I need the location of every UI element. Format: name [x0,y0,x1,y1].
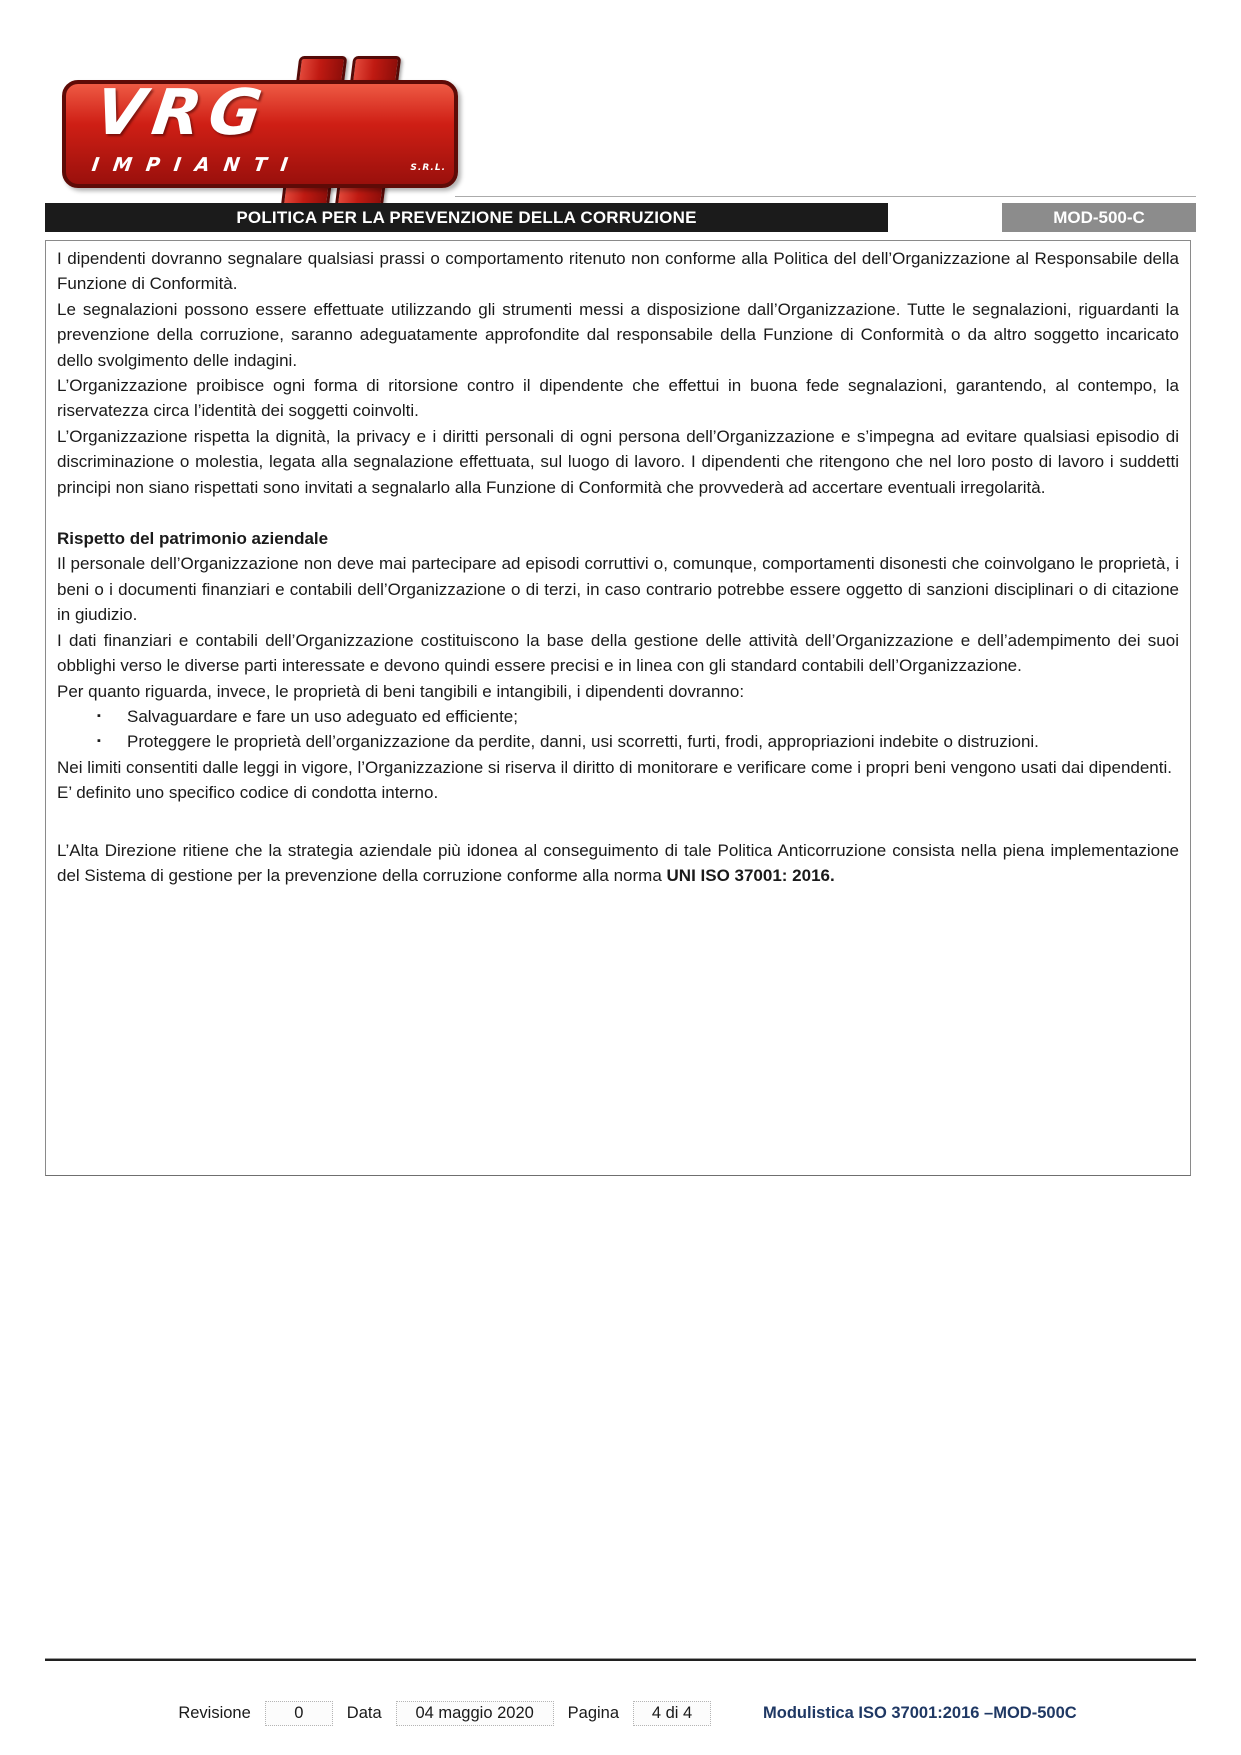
footer [0,1697,1241,1729]
revision-field[interactable]: 0 [265,1701,333,1726]
bullet-text: Salvaguardare e fare un uso adeguato ed efficiente; [127,706,518,726]
paragraph: Il personale dell’Organizzazione non deve mai partecipare ad episodi corruttivi o, comunque, comportamenti disonesti che coinvolgano le proprietà, i beni o i documenti finanziari e contabili dell’Organizzazione o di terzi, in caso contrario potrebbe essere oggetto di sanzioni disciplinari o di citazione in giudizio. [57,554,1179,625]
paragraph: Le segnalazioni possono essere effettuate utilizzando gli strumenti messi a disposizione dall’Organizzazione. Tutte le segnalazioni, riguardanti la prevenzione della corruzione, saranno adeguatamente approfondite dal responsabile della Funzione di Conformità o da altro soggetto incaricato dello svolgimento delle indagini. [57,299,1179,370]
doc-code-badge [1002,203,1196,232]
bullet-text: Proteggere le proprietà dell’organizzazione da perdite, danni, usi scorretti, furti, frodi, appropriazioni indebite o distruzioni. [127,732,1039,752]
paragraph: I dati finanziari e contabili dell’Organizzazione costituiscono la base della gestione delle attività dell’Organizzazione e dell’adempimento dei suoi obblighi verso le diverse parti interessate e devono quindi essere precisi e in linea con gli standard contabili dell’Organizzazione. [57,630,1179,676]
bullet-square-icon: ▪ [97,735,101,748]
page-label: Pagina [567,1703,620,1722]
page-field[interactable]: 4 di 4 [633,1701,711,1726]
paragraph: Nei limiti consentiti dalle leggi in vigore, l’Organizzazione si riserva il diritto di monitorare e verificare come i propri beni vengono usati dai dipendenti. [57,757,1172,777]
revision-label: Revisione [178,1703,251,1722]
bullet-item [57,704,1179,729]
paragraph-lead-text: L’Alta Direzione ritiene che la strategia aziendale più idonea al conseguimento di tale Politica Anticorruzione consista nella piena implementazione del Sistema di gestione per la prevenzione della corruzione conforme alla norma [57,840,1179,885]
document-body [45,240,1191,1176]
paragraph: L’Organizzazione proibisce ogni forma di ritorsione contro il dipendente che effettui in buona fede segnalazioni, garantendo, al contempo, la riservatezza circa l’identità dei soggetti coinvolti. [57,376,1179,421]
bullet-item [57,729,1179,754]
section-heading: Rispetto del patrimonio aziendale [57,529,329,549]
norm-reference-bold-text: UNI ISO 37001: 2016. [666,865,835,885]
logo-plate [62,76,458,188]
document-title-bar [45,203,888,232]
logo-srl-text: S.R.L. [410,163,446,173]
company-logo [62,56,460,202]
paragraph: I dipendenti dovranno segnalare qualsiasi prassi o comportamento ritenuto non conforme alla Politica del dell’Organizzazione al Responsabile della Funzione di Conformità. [57,249,1179,294]
page-title: POLITICA PER LA PREVENZIONE DELLA CORRUZIONE [236,207,697,227]
footer-divider-line [45,1658,1196,1661]
paragraph: L’Organizzazione rispetta la dignità, la privacy e i diritti personali di ogni persona dell’Organizzazione e s’impegna ad evitare qualsiasi episodio di discriminazione o molestia, legata alla segnalazione effettuata, sul luogo di lavoro. I dipendenti che ritengono che nel loro posto di lavoro i suddetti principi non siano rispettati sono invitati a segnalarlo alla Funzione di Conformità che provvederà ad accertare eventuali irregolarità. [57,426,1179,497]
paragraph [57,838,1179,889]
date-field[interactable]: 04 maggio 2020 [396,1701,554,1726]
date-label: Data [346,1703,382,1722]
footer-doc-reference: Modulistica ISO 37001:2016 –MOD-500C [763,1703,1077,1722]
logo-subbrand-text: IMPIANTI [90,154,304,176]
bullet-square-icon: ▪ [97,709,101,722]
logo-brand-text: VRG [90,76,275,149]
doc-code-text: MOD-500-C [1053,207,1145,227]
paragraph: Per quanto riguarda, invece, le proprietà di beni tangibili e intangibili, i dipendenti dovranno: [57,681,745,701]
header-divider-line [455,196,1196,197]
paragraph: E’ definito uno specifico codice di condotta interno. [57,783,439,803]
